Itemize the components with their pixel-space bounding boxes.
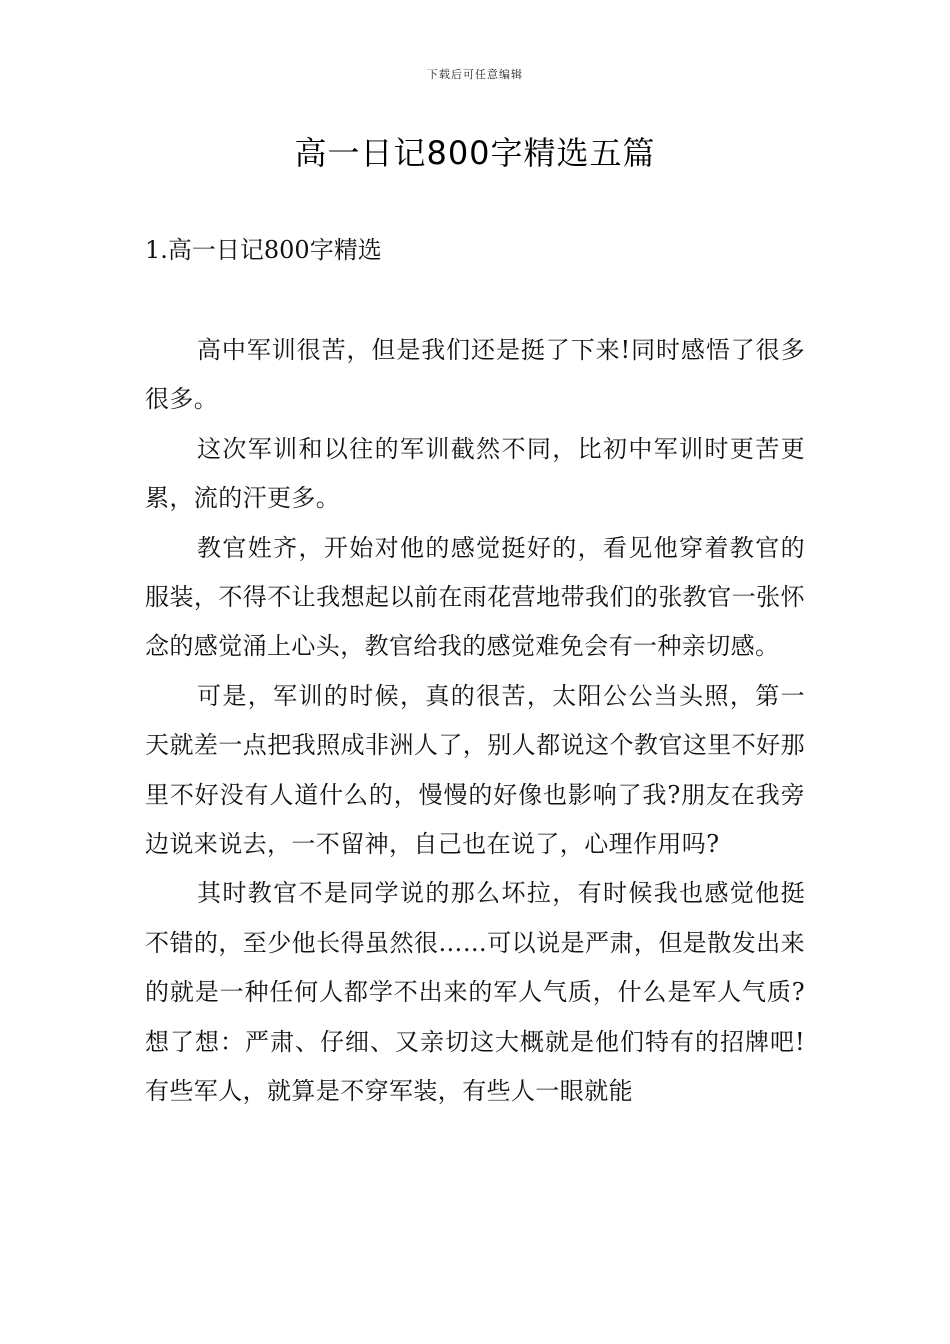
paragraph-3: 教官姓齐，开始对他的感觉挺好的，看见他穿着教官的服装，不得不让我想起以前在雨花营地带我们的张教官一张怀念的感觉涌上心头，教官给我的感觉难免会有一种亲切感。 <box>145 533 805 661</box>
paragraph-2: 这次军训和以往的军训截然不同，比初中军训时更苦更累，流的汗更多。 <box>145 434 805 513</box>
paragraph-1: 高中军训很苦，但是我们还是挺了下来!同时感悟了很多很多。 <box>145 336 805 414</box>
document-title: 高一日记800字精选五篇 <box>294 134 656 172</box>
paragraph-5: 其时教官不是同学说的那么坏拉，有时候我也感觉他挺不错的，至少他长得虽然很……可以说是严肃，但是散发出来的就是一种任何人都学不出来的军人气质，什么是军人气质?想了想：严肃、仔细、又亲切这大概就是他们特有的招牌吧!有些军人，就算是不穿军装，有些人一眼就能 <box>145 879 805 1106</box>
paragraph-4: 可是，军训的时候，真的很苦，太阳公公当头照，第一天就差一点把我照成非洲人了，别人都说这个教官这里不好那里不好没有人道什么的，慢慢的好像也影响了我?朋友在我旁边说来说去，一不留神，自己也在说了，心理作用吗? <box>145 681 805 859</box>
section-heading: 1.高一日记800字精选 <box>145 236 382 264</box>
header-note: 下载后可任意编辑 <box>427 68 523 81</box>
body-text <box>145 326 805 1117</box>
